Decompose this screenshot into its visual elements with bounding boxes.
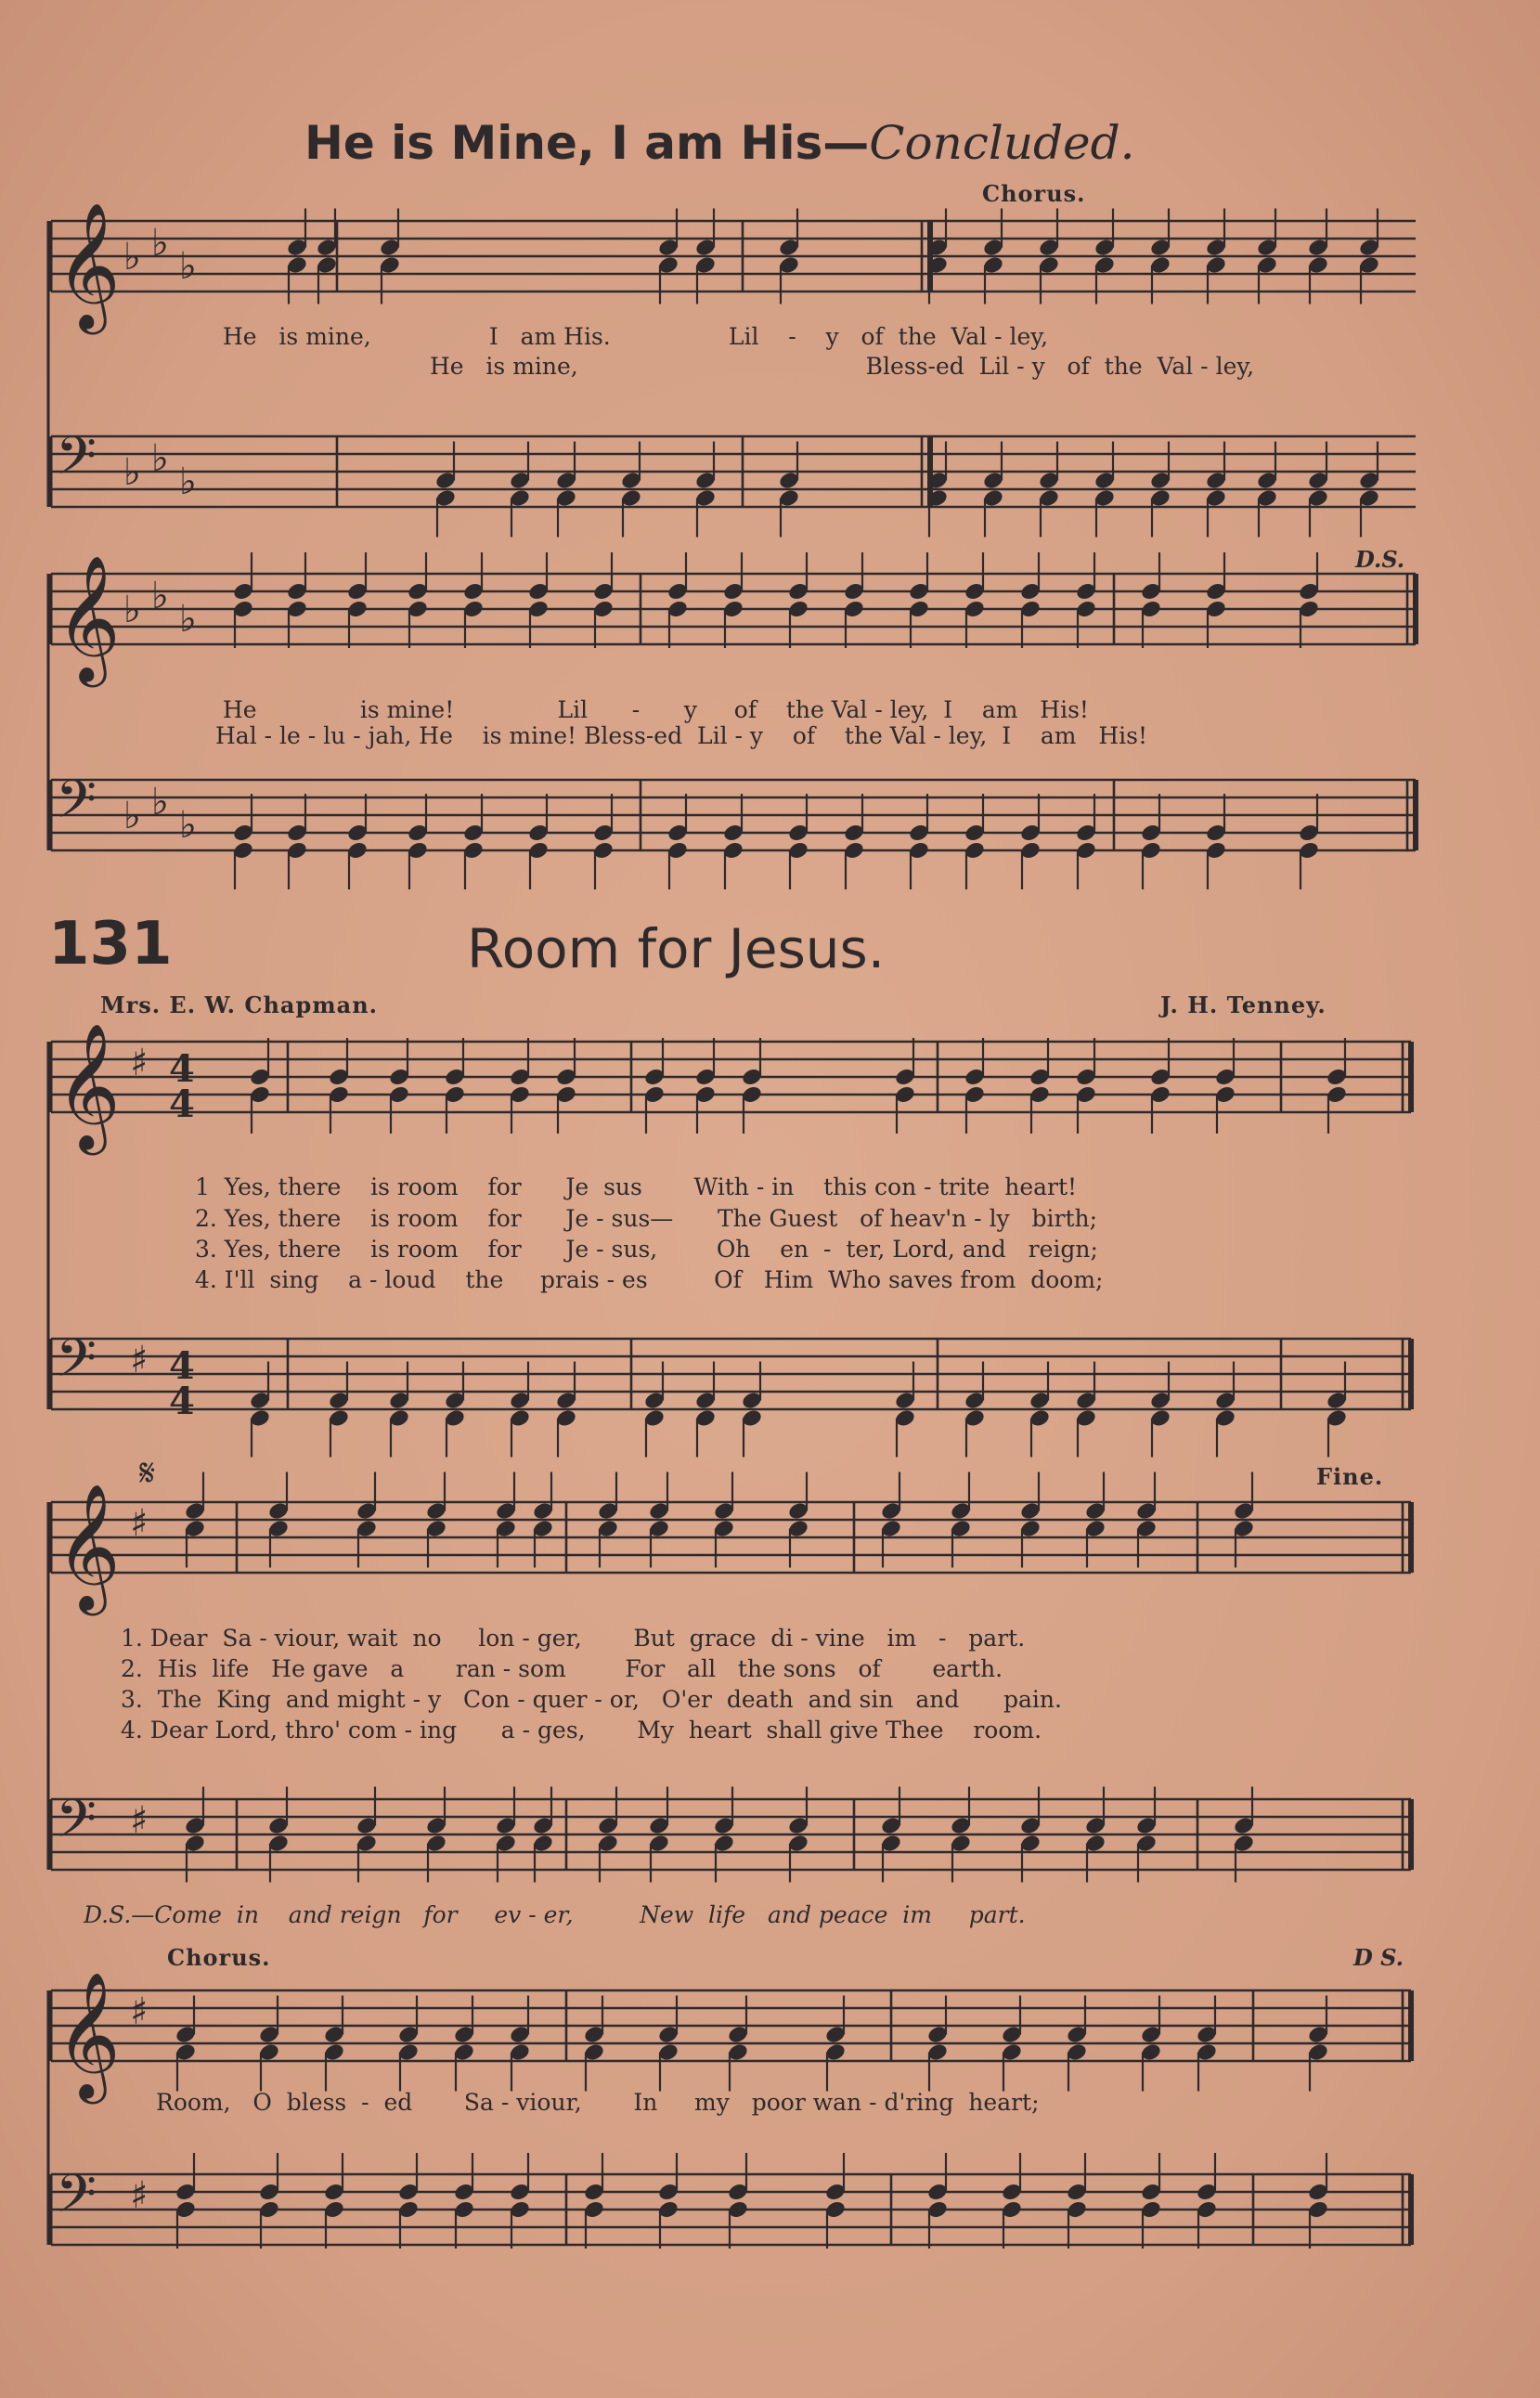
verse-line: 4. Dear Lord, thro' com - ing a - ges, My heart shall give Thee room. bbox=[121, 1717, 1042, 1743]
time-signature: 4 bbox=[169, 1380, 195, 1423]
bass-clef: 𝄢 bbox=[56, 426, 97, 500]
lyric-line: He is mine! Lil - y of the Val - ley, I am His! bbox=[223, 696, 1089, 723]
key-signature: ♯ bbox=[130, 2174, 149, 2217]
hymn-author: Mrs. E. W. Chapman. bbox=[100, 992, 378, 1018]
key-signature: ♭ bbox=[151, 222, 169, 265]
lyric-line: He is mine, I am His. Lil - y of the Val - ley, bbox=[223, 323, 1049, 350]
time-signature: 4 bbox=[169, 1344, 195, 1388]
ds-marking: D.S. bbox=[1355, 546, 1405, 573]
treble-clef: 𝄞 bbox=[56, 1483, 121, 1610]
treble-clef: 𝄞 bbox=[56, 554, 121, 681]
chorus-lyric-line: Room, O bless - ed Sa - viour, In my poor wan - d'ring heart; bbox=[156, 2089, 1040, 2116]
bass-clef: 𝄢 bbox=[56, 1329, 97, 1403]
time-signature: 4 bbox=[169, 1047, 195, 1091]
verse-line: 1 Yes, there is room for Je sus With - in this con - trite heart! bbox=[195, 1173, 1078, 1200]
bass-clef: 𝄢 bbox=[56, 770, 97, 844]
ds-marking: D S. bbox=[1353, 1944, 1404, 1971]
key-signature: ♯ bbox=[130, 1990, 149, 2033]
verse-line: 3. Yes, there is room for Je - sus, Oh en - ter, Lord, and reign; bbox=[195, 1236, 1098, 1263]
hymn-title: Room for Jesus. bbox=[467, 917, 886, 980]
lyric-line: He is mine, Bless-ed Lil - y of the Val - ley, bbox=[430, 353, 1255, 380]
treble-clef: 𝄞 bbox=[56, 1022, 121, 1149]
verse-line: 2. Yes, there is room for Je - sus— The Guest of heav'n - ly birth; bbox=[195, 1205, 1098, 1232]
key-signature: ♭ bbox=[151, 575, 169, 617]
key-signature: ♯ bbox=[130, 1339, 149, 1381]
key-signature: ♭ bbox=[179, 245, 197, 288]
key-signature: ♭ bbox=[179, 460, 197, 503]
key-signature: ♯ bbox=[130, 1799, 149, 1842]
segno-sign: 𝄋 bbox=[139, 1452, 156, 1495]
verse-line: 1. Dear Sa - viour, wait no lon - ger, But grace di - vine im - part. bbox=[121, 1625, 1026, 1652]
key-signature: ♭ bbox=[179, 804, 197, 847]
treble-clef: 𝄞 bbox=[56, 1971, 121, 2098]
key-signature: ♭ bbox=[179, 598, 197, 641]
key-signature: ♭ bbox=[151, 437, 169, 480]
key-signature: ♭ bbox=[123, 451, 141, 494]
key-signature: ♯ bbox=[130, 1042, 149, 1084]
key-signature: ♭ bbox=[123, 795, 141, 837]
bass-clef: 𝄢 bbox=[56, 1789, 97, 1863]
time-signature: 4 bbox=[169, 1082, 195, 1126]
verse-line: 4. I'll sing a - loud the prais - es Of Him Who saves from doom; bbox=[195, 1266, 1104, 1293]
verse-line: 2. His life He gave a ran - som For all the sons of earth. bbox=[121, 1655, 1003, 1682]
fine-marking: Fine. bbox=[1316, 1463, 1384, 1490]
key-signature: ♭ bbox=[123, 236, 141, 279]
page-title: He is Mine, I am His—Concluded. bbox=[304, 116, 1135, 170]
key-signature: ♭ bbox=[151, 781, 169, 823]
chorus-label: Chorus. bbox=[982, 180, 1086, 207]
hymn-number: 131 bbox=[48, 910, 173, 979]
chorus-label: Chorus. bbox=[167, 1944, 271, 1971]
key-signature: ♭ bbox=[123, 589, 141, 631]
verse-line: 3. The King and might - y Con - quer - or, O'er death and sin and pain. bbox=[121, 1686, 1062, 1713]
lyric-line: Hal - le - lu - jah, He is mine! Bless-ed Lil - y of the Val - ley, I am His! bbox=[215, 722, 1148, 749]
ds-return-line: D.S.—Come in and reign for ev - er, New life and peace im part. bbox=[84, 1901, 1026, 1928]
treble-clef: 𝄞 bbox=[56, 201, 121, 329]
key-signature: ♯ bbox=[130, 1502, 149, 1545]
hymn-composer: J. H. Tenney. bbox=[1160, 992, 1326, 1018]
bass-clef: 𝄢 bbox=[56, 2164, 97, 2238]
